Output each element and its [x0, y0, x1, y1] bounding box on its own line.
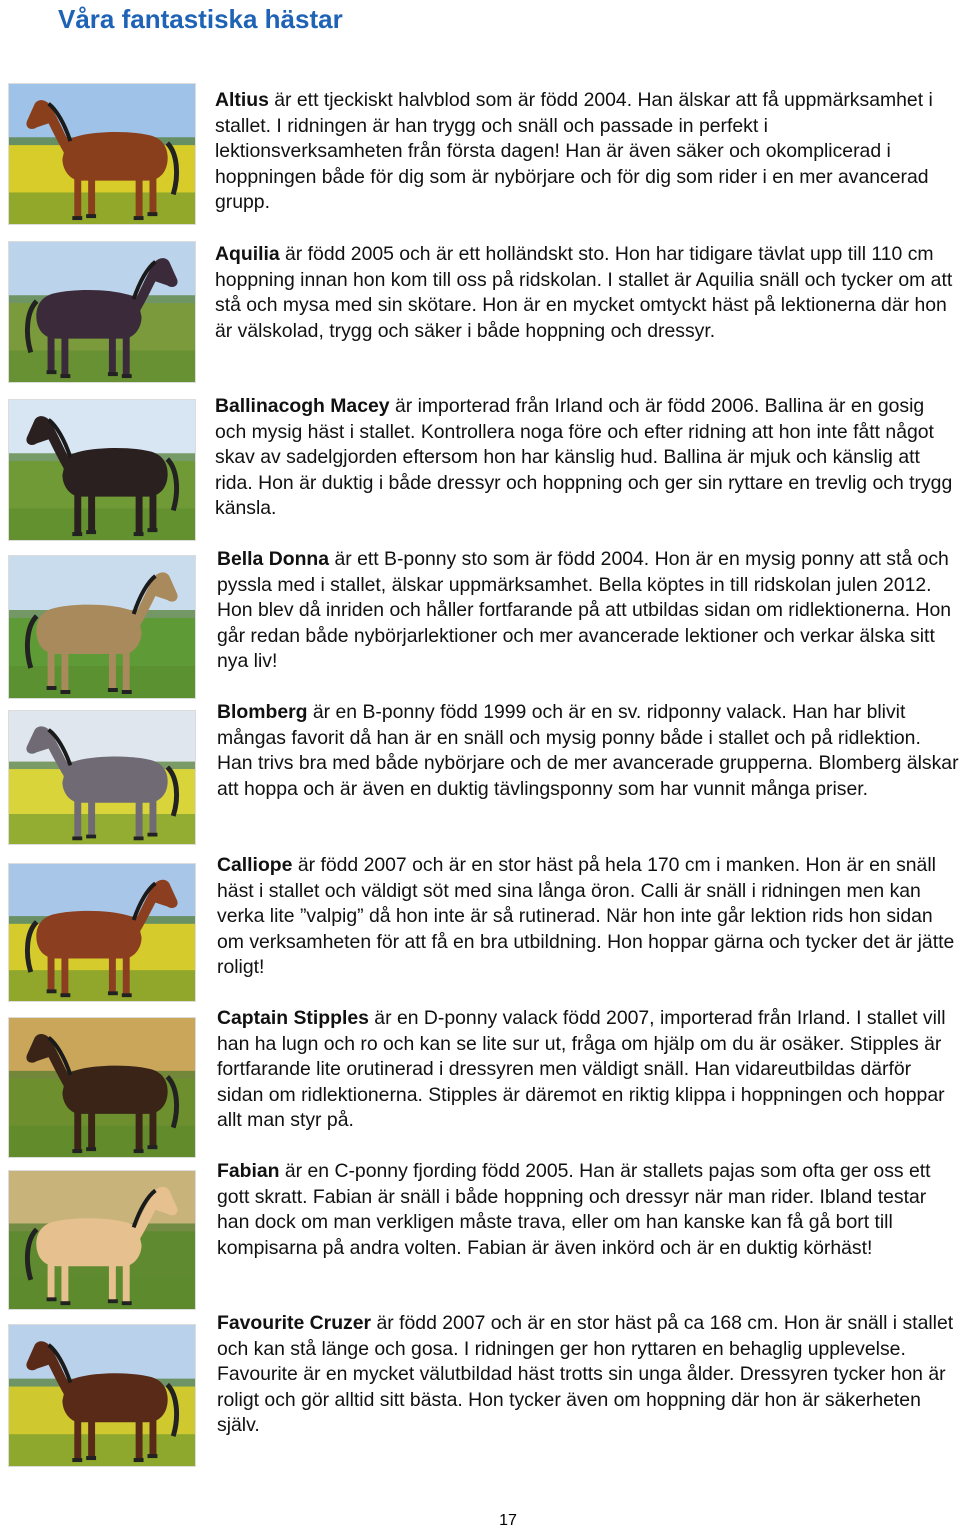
horse-name: Bella Donna — [217, 548, 330, 570]
horse-description-text: är en B-ponny född 1999 och är en sv. ridponny valack. Han har blivit mångas favorit då han är en snäll och mysig ponny både i stallet och på ridlektion. Han trivs bra med både nybörjare och de mer avancerade grupperna. Blomberg älskar att hoppa och är även en duktig tävlingsponny som har vunnit många priser. — [217, 701, 959, 800]
horse-photo — [8, 1017, 196, 1158]
horse-photo — [8, 241, 196, 383]
horse-description — [217, 853, 959, 981]
horse-description-text: är född 2007 och är en stor häst på ca 168 cm. Hon är snäll i stallet och kan stå länge och gosa. I ridningen ger hon ryttaren en behaglig upplevelse. Favourite är en mycket välutbildad häst trotts sin unga ålder. Dressyren tycker hon är roligt och gör alltid sitt bästa. Hon tycker även om hoppning där hon är säkerheten själv. — [217, 1312, 954, 1436]
horse-photo — [8, 1170, 196, 1310]
page-title: Våra fantastiska hästar — [58, 4, 343, 34]
horse-description — [217, 1311, 959, 1439]
horse-description-text: är importerad från Irland och är född 2006. Ballina är en gosig och mysig häst i stallet. Kontrollera noga före och efter ridning att hon inte fått något skav av sadelgjorden eftersom hon har känslig hud. Ballina är mjuk och känslig att rida. Hon är duktig i både dressyr och hoppning och ger sin ryttare en trevlig och trygg känsla. — [215, 395, 953, 519]
horse-name: Altius — [215, 89, 269, 111]
horse-description-text: är ett tjeckiskt halvblod som är född 2004. Han älskar att få uppmärksamhet i stallet. I ridningen är han trygg och snäll och passade in perfekt i lektionsverksamheten från första dagen! Han är även säker och okomplicerad i hoppningen både för dig som är nybörjare och för dig som rider i en mer avancerad grupp. — [215, 89, 933, 213]
horse-name: Ballinacogh Macey — [215, 395, 390, 417]
horse-photo — [8, 83, 196, 225]
horse-name: Aquilia — [215, 243, 280, 265]
horse-description — [215, 88, 957, 216]
horse-photo — [8, 710, 196, 845]
page-number: 17 — [499, 1512, 517, 1529]
horse-photo — [8, 555, 196, 699]
horse-photo — [8, 1324, 196, 1467]
horse-description — [217, 1006, 959, 1134]
horse-description-text: är en C-ponny fjording född 2005. Han är stallets pajas som ofta ger oss ett gott skratt. Fabian är snäll i både hoppning och dressyr när man rider. Ibland testar han dock om man verkligen måste trava, eller om han kanske kan få gå bort till kompisarna på andra volten. Fabian är även inkörd och är en duktig körhäst! — [217, 1160, 931, 1259]
horse-name: Fabian — [217, 1160, 280, 1182]
horse-photo — [8, 399, 196, 541]
horse-description — [217, 547, 959, 675]
horse-description-text: är född 2007 och är en stor häst på hela 170 cm i manken. Hon är en snäll häst i stallet och väldigt söt med sina långa öron. Calli är snäll i ridningen men kan verka lite ”valpig” då hon inte är så rutinerad. När hon inte går lektion rids hon sidan om verksamheten för att få en bra utbildning. Hon hoppar gärna och tycker det är jätte roligt! — [217, 854, 955, 978]
horse-description — [215, 242, 957, 344]
horse-description-text: är ett B-ponny sto som är född 2004. Hon är en mysig ponny att stå och pyssla med i stallet, älskar uppmärksamhet. Bella köptes in till ridskolan julen 2012. Hon blev då inriden och håller fortfarande på att utbildas sidan om ridlektionerna. Hon går redan både nybörjarlektioner och mer avancerade lektioner och verkar älska sitt nya liv! — [217, 548, 952, 672]
horse-name: Blomberg — [217, 701, 308, 723]
horse-description-text: är en D-ponny valack född 2007, importerad från Irland. I stallet vill han ha lugn och ro och kan se lite sur ut, fråga om hjälp om du är osäker. Stipples är fortfarande lite orutinerad i dressyren men väldigt snäll. Han vidareutbildas därför sidan om ridlektionerna. Stipples är däremot en riktig klippa i hoppningen och hoppar allt man styr på. — [217, 1007, 946, 1131]
horse-name: Captain Stipples — [217, 1007, 369, 1029]
horse-description — [217, 1159, 959, 1261]
horse-photo — [8, 863, 196, 1002]
horse-name: Favourite Cruzer — [217, 1312, 372, 1334]
horse-description-text: är född 2005 och är ett holländskt sto. Hon har tidigare tävlat upp till 110 cm hoppning innan hon kom till oss på ridskolan. I stallet är Aquilia snäll och tycker om att stå och mysa med sin skötare. Hon är en mycket omtyckt häst på lektionerna där hon är välskolad, trygg och säker i både hoppning och dressyr. — [215, 243, 953, 342]
horse-description — [215, 394, 957, 522]
horse-name: Calliope — [217, 854, 293, 876]
horse-description — [217, 700, 959, 802]
